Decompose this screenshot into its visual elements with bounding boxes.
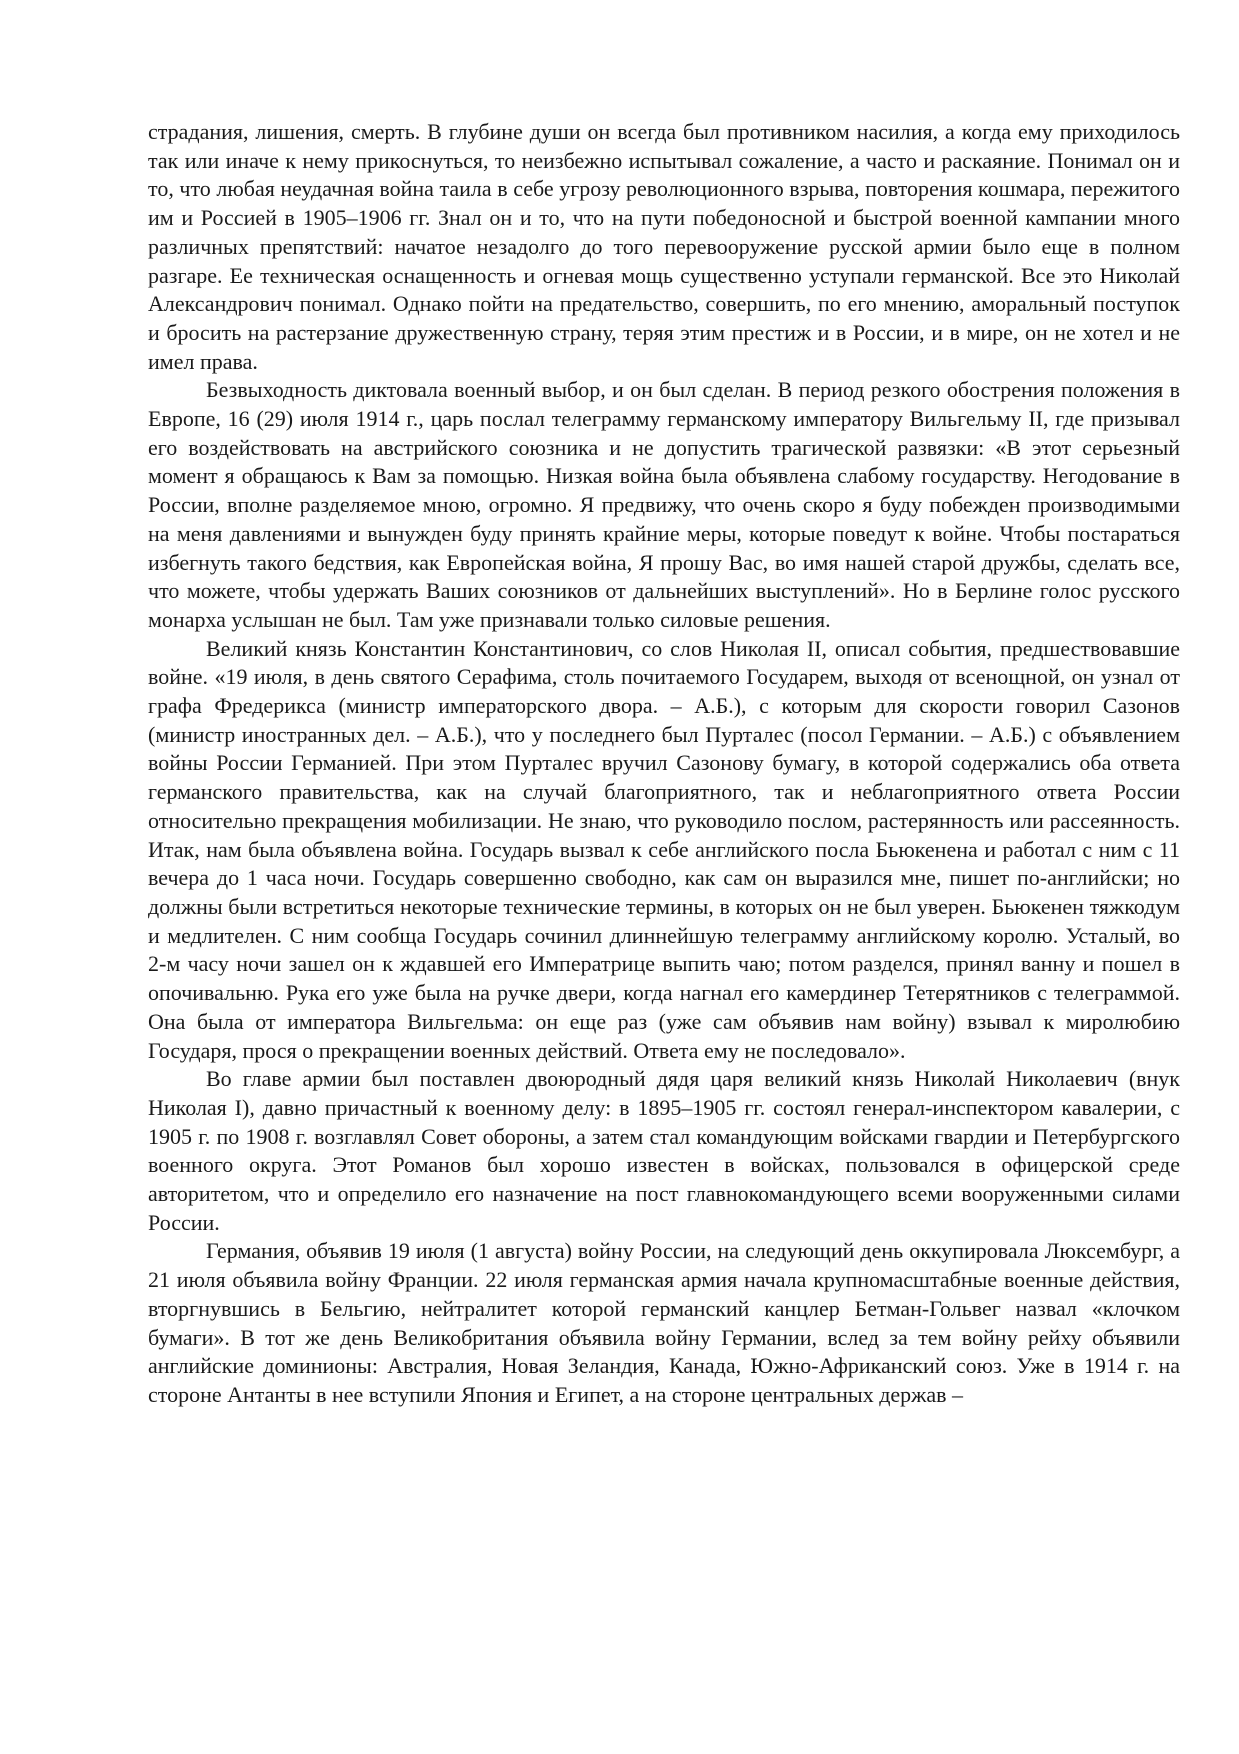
paragraph-3: Великий князь Константин Константинович, со слов Николая II, описал события, предшествовавшие войне. «19 июля, в день святого Серафима, столь почитаемого Государем, выходя от всенощной, он узнал от графа Фредерикса (министр императорского двора. – А.Б.), с которым для скорости говорил Сазонов (министр иностранных дел. – А.Б.), что у последнего был Пурталес (посол Германии. – А.Б.) с объявлением войны России Германией. При этом Пурталес вручил Сазонову бумагу, в которой содержались оба ответа германского правительства, как на случай благоприятного, так и неблагоприятного ответа России относительно прекращения мобилизации. Не знаю, что руководило послом, растерянность или рассеянность. Итак, нам была объявлена война. Государь вызвал к себе английского посла Бьюкенена и работал с ним с 11 вечера до 1 часа ночи. Государь совершенно свободно, как сам он выразился мне, пишет по-английски; но должны были встретиться некоторые технические термины, в которых он не был уверен. Бьюкенен тяжкодум и медлителен. С ним сообща Государь сочинил длиннейшую телеграмму английскому королю. Усталый, во 2-м часу ночи зашел он к ждавшей его Императрице выпить чаю; потом разделся, принял ванну и пошел в опочивальню. Рука его уже была на ручке двери, когда нагнал его камердинер Тетерятников с телеграммой. Она была от императора Вильгельма: он еще раз (уже сам объявив нам войну) взывал к миролюбию Государя, прося о прекращении военных действий. Ответа ему не последовало». [148, 635, 1180, 1063]
paragraph-1: страдания, лишения, смерть. В глубине души он всегда был противником насилия, а когда ему приходилось так или иначе к нему прикоснуться, то неизбежно испытывал сожаление, а часто и раскаяние. Понимал он и то, что любая неудачная война таила в себе угрозу революционного взрыва, повторения кошмара, пережитого им и Россией в 1905–1906 гг. Знал он и то, что на пути победоносной и быстрой военной кампании много различных препятствий: начатое незадолго до того перевооружение русской армии было еще в полном разгаре. Ее техническая оснащенность и огневая мощь существенно уступали германской. Все это Николай Александрович понимал. Однако пойти на предательство, совершить, по его мнению, аморальный поступок и бросить на растерзание дружественную страну, теряя этим престиж и в России, и в мире, он не хотел и не имел права. [148, 119, 1180, 374]
paragraph-5: Германия, объявив 19 июля (1 августа) войну России, на следующий день оккупировала Люксембург, а 21 июля объявила войну Франции. 22 июля германская армия начала крупномасштабные военные действия, вторгнувшись в Бельгию, нейтралитет которой германский канцлер Бетман-Гольвег назвал «клочком бумаги». В тот же день Великобритания объявила войну Германии, вслед за тем войну рейху объявили английские доминионы: Австралия, Новая Зеландия, Канада, Южно-Африканский союз. Уже в 1914 г. на стороне Антанты в нее вступили Япония и Египет, а на стороне центральных держав – [148, 1238, 1180, 1407]
paragraph-2: Безвыходность диктовала военный выбор, и он был сделан. В период резкого обострения положения в Европе, 16 (29) июля 1914 г., царь послал телеграмму германскому императору Вильгельму II, где призывал его воздействовать на австрийского союзника и не допустить трагической развязки: «В этот серьезный момент я обращаюсь к Вам за помощью. Низкая война была объявлена слабому государству. Негодование в России, вполне разделяемое мною, огромно. Я предвижу, что очень скоро я буду побежден производимыми на меня давлениями и вынужден буду принять крайние меры, которые поведут к войне. Чтобы постараться избегнуть такого бедствия, как Европейская война, Я прошу Вас, во имя нашей старой дружбы, сделать все, что можете, чтобы удержать Ваших союзников от дальнейших выступлений». Но в Берлине голос русского монарха услышан не был. Там уже признавали только силовые решения. [148, 377, 1180, 632]
document-page [148, 118, 1180, 1410]
paragraph-4: Во главе армии был поставлен двоюродный дядя царя великий князь Николай Николаевич (внук Николая I), давно причастный к военному делу: в 1895–1905 гг. состоял генерал-инспектором кавалерии, с 1905 г. по 1908 г. возглавлял Совет обороны, а затем стал командующим войсками гвардии и Петербургского военного округа. Этот Романов был хорошо известен в войсках, пользовался в офицерской среде авторитетом, что и определило его назначение на пост главнокомандующего всеми вооруженными силами России. [148, 1066, 1180, 1235]
